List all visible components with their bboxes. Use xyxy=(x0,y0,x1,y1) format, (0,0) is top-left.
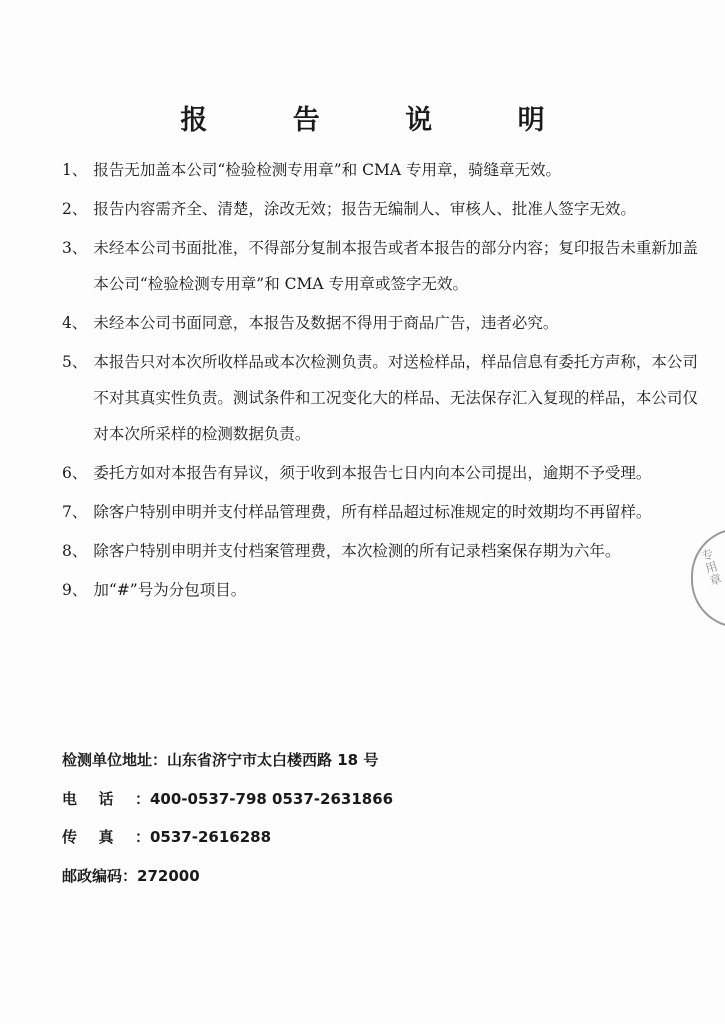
list-item xyxy=(62,533,702,569)
item-text: 除客户特别申明并支付档案管理费，本次检测的所有记录档案保存期为六年。 xyxy=(93,542,621,560)
item-number: 6、 xyxy=(62,464,88,482)
fax-label: 传真： xyxy=(62,828,150,846)
postcode-value: 272000 xyxy=(137,866,200,885)
seal-stamp-text: 专用章 xyxy=(698,546,724,589)
item-text: 除客户特别申明并支付样品管理费，所有样品超过标准规定的时效期均不再留样。 xyxy=(93,503,652,521)
postcode-label: 邮政编码： xyxy=(62,866,138,885)
item-number: 9、 xyxy=(62,581,88,599)
item-text: 加“#”号为分包项目。 xyxy=(93,581,247,599)
list-item xyxy=(62,344,702,452)
phone-value: 400-0537-798 0537-2631866 xyxy=(150,789,394,808)
item-text: 报告无加盖本公司“检验检测专用章”和 CMA 专用章，骑缝章无效。 xyxy=(93,161,562,179)
list-item xyxy=(62,305,702,341)
item-text: 本报告只对本次所收样品或本次检测负责。对送检样品，样品信息有委托方声称，本公司不对其真实性负责。测试条件和工况变化大的样品、无法保存汇入复现的样品，本公司仅对本次所采样的检测数据负责。 xyxy=(93,353,698,443)
postcode-row xyxy=(62,858,622,894)
fax-row xyxy=(62,819,622,855)
list-item xyxy=(62,572,702,608)
item-text: 未经本公司书面批准，不得部分复制本报告或者本报告的部分内容；复印报告未重新加盖本公司“检验检测专用章”和 CMA 专用章或签字无效。 xyxy=(93,239,698,293)
fax-value: 0537-2616288 xyxy=(150,828,272,846)
phone-label: 电话： xyxy=(62,789,150,808)
list-item xyxy=(62,191,702,227)
address-label: 检测单位地址： xyxy=(62,751,168,769)
item-text: 报告内容需齐全、清楚，涂改无效；报告无编制人、审核人、批准人签字无效。 xyxy=(93,200,636,218)
page-title: 报 告 说 明 xyxy=(180,105,583,136)
list-item xyxy=(62,230,702,302)
item-number: 3、 xyxy=(62,239,88,257)
item-number: 5、 xyxy=(62,353,88,371)
item-number: 8、 xyxy=(62,542,88,560)
address-row xyxy=(62,742,622,778)
address-value: 山东省济宁市太白楼西路 18 号 xyxy=(167,751,379,769)
list-item xyxy=(62,152,702,188)
item-number: 1、 xyxy=(62,161,88,179)
report-notes-list xyxy=(62,152,702,611)
list-item xyxy=(62,494,702,530)
phone-row xyxy=(62,781,622,817)
item-number: 7、 xyxy=(62,503,88,521)
list-item xyxy=(62,455,702,491)
item-number: 4、 xyxy=(62,314,88,332)
contact-info xyxy=(62,742,622,896)
item-text: 未经本公司书面同意，本报告及数据不得用于商品广告，违者必究。 xyxy=(93,314,559,332)
item-text: 委托方如对本报告有异议，须于收到本报告七日内向本公司提出，逾期不予受理。 xyxy=(93,464,652,482)
item-number: 2、 xyxy=(62,200,88,218)
